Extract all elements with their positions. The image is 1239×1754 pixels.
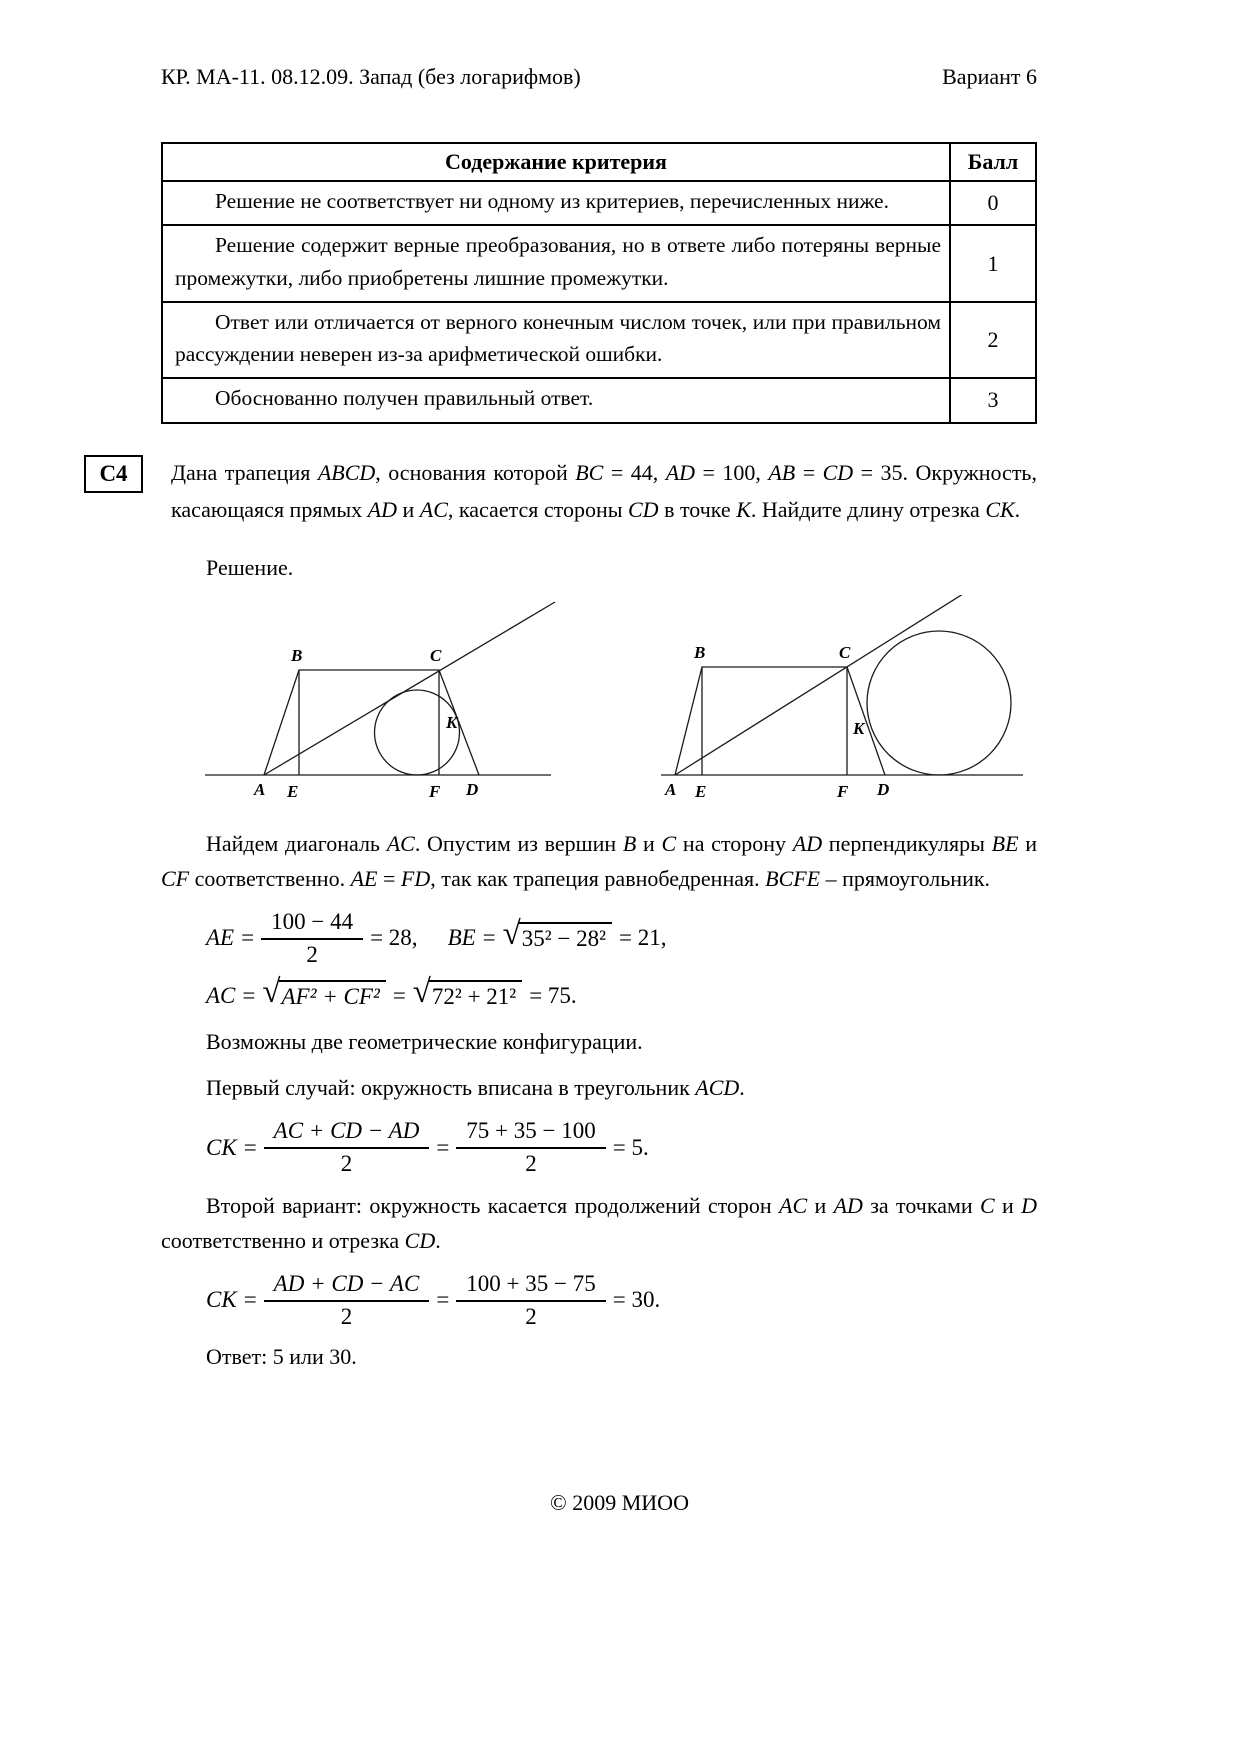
math-equals: = (436, 1134, 450, 1160)
point-label-c: C (430, 646, 442, 666)
radical-sign: √ (412, 973, 431, 1010)
point-label-a: A (254, 780, 266, 800)
formula-ac (206, 973, 1037, 1013)
radicand: AF² + CF² (279, 980, 386, 1010)
point-label-d: D (877, 780, 890, 800)
fraction-denominator: 2 (340, 1303, 353, 1329)
figures-row (199, 595, 1037, 815)
point-label-f: F (429, 782, 441, 802)
problem-number-box: С4 (84, 455, 143, 493)
math-var: AE (206, 925, 235, 951)
math-equals: = (243, 1134, 257, 1160)
point-label-b: B (694, 643, 706, 663)
radical-sign: √ (262, 973, 281, 1010)
case2-paragraph: Второй вариант: окружность касается продолжений сторон AC и AD за точками C и D соответственно и отрезка CD. (161, 1193, 1037, 1253)
fig1-inscribed-circle (375, 690, 460, 775)
configurations-note: Возможны две геометрические конфигурации. (206, 1028, 643, 1054)
math-equals: = (436, 1287, 450, 1313)
point-label-a: A (665, 780, 677, 800)
radical-sign: √ (502, 915, 521, 952)
point-label-c: C (839, 643, 851, 663)
radicand: 35² − 28² (519, 922, 612, 952)
criteria-row (162, 378, 1036, 422)
criteria-row (162, 181, 1036, 225)
figure-case1-svg (199, 595, 559, 815)
point-label-f: F (837, 782, 849, 802)
math-result: = 75. (529, 983, 577, 1009)
math-fraction (264, 1118, 430, 1177)
point-label-e: E (287, 782, 299, 802)
point-label-k: K (853, 719, 865, 739)
document-header (161, 64, 1037, 90)
solution-paragraph: Найдем диагональ AC. Опустим из вершин B и C на сторону AD перпендикуляры BE и CF соответственно. AE = FD, так как трапеция равнобедренная. BCFE – прямоугольник. (161, 831, 1037, 891)
math-sqrt (502, 915, 612, 955)
fraction-numerator: AC + CD − AD (264, 1118, 430, 1149)
criteria-table (161, 142, 1037, 424)
formula-ae-be (206, 909, 1037, 968)
fig2-diagonal-ac (675, 595, 1025, 775)
math-result: = 30. (612, 1287, 661, 1313)
fig1-diagonal-ac (264, 602, 555, 775)
formula-ck-case1 (206, 1118, 1037, 1177)
answer-line: Ответ: 5 или 30. (206, 1343, 357, 1369)
math-sqrt (412, 973, 522, 1013)
math-var: CK (206, 1134, 237, 1160)
math-equals: = (482, 925, 496, 951)
problem-statement: Дана трапеция ABCD, основания которой BC = 44, AD = 100, AB = CD = 35. Окружность, касающаяся прямых AD и AC, касается стороны CD в точке K. Найдите длину отрезка CK. (171, 459, 1037, 523)
criteria-text: Ответ или отличается от верного конечным числом точек, или при правильном рассуждении неверен из-за арифметической ошибки. (162, 302, 950, 379)
footer-copyright: © 2009 МИОО (550, 1490, 689, 1515)
case1-heading: Первый случай: окружность вписана в треугольник ACD. (206, 1075, 745, 1101)
fraction-numerator: 100 + 35 − 75 (456, 1271, 605, 1302)
point-label-e: E (695, 782, 707, 802)
criteria-row (162, 225, 1036, 302)
fig2-tangent-circle (867, 631, 1011, 775)
math-sqrt (262, 973, 385, 1013)
math-var: CK (206, 1287, 237, 1313)
criteria-row (162, 302, 1036, 379)
math-fraction (261, 909, 363, 968)
math-equals: = (243, 1287, 257, 1313)
criteria-text: Обоснованно получен правильный ответ. (162, 378, 950, 422)
math-result: = 28, (370, 925, 418, 951)
math-equals: = (392, 983, 406, 1009)
math-fraction (456, 1118, 605, 1177)
math-equals: = (241, 925, 255, 951)
criteria-score: 0 (950, 181, 1036, 225)
point-label-b: B (291, 646, 303, 666)
math-var: BE (447, 925, 476, 951)
fraction-denominator: 2 (525, 1303, 537, 1329)
math-result: = 21, (619, 925, 667, 951)
fraction-numerator: AD + CD − AC (264, 1271, 430, 1302)
fraction-numerator: 75 + 35 − 100 (456, 1118, 605, 1149)
criteria-score: 3 (950, 378, 1036, 422)
criteria-score: 1 (950, 225, 1036, 302)
criteria-score: 2 (950, 302, 1036, 379)
fraction-numerator: 100 − 44 (261, 909, 363, 940)
math-fraction (456, 1271, 605, 1330)
math-fraction (264, 1271, 430, 1330)
solution-heading: Решение. (206, 555, 294, 581)
point-label-k: K (446, 713, 458, 733)
math-var: AC (206, 983, 236, 1009)
criteria-text: Решение не соответствует ни одному из критериев, перечисленных ниже. (162, 181, 950, 225)
criteria-header-content: Содержание критерия (162, 143, 950, 181)
criteria-text: Решение содержит верные преобразования, но в ответе либо потеряны верные промежутки, либо приобретены лишние промежутки. (162, 225, 950, 302)
math-equals: = (242, 983, 256, 1009)
header-variant: Вариант 6 (942, 64, 1037, 89)
fraction-denominator: 2 (340, 1151, 353, 1177)
radicand: 72² + 21² (429, 980, 522, 1010)
point-label-d: D (466, 780, 479, 800)
math-result: = 5. (612, 1134, 649, 1160)
fraction-denominator: 2 (525, 1151, 537, 1177)
problem-block (99, 454, 1037, 530)
header-title: КР. МА-11. 08.12.09. Запад (без логарифмов) (161, 64, 581, 89)
formula-ck-case2 (206, 1271, 1037, 1330)
criteria-header-score: Балл (950, 143, 1036, 181)
fraction-denominator: 2 (306, 941, 318, 967)
figure-case2-svg (657, 595, 1027, 815)
criteria-header-row (162, 143, 1036, 181)
document-content (99, 64, 1037, 1370)
